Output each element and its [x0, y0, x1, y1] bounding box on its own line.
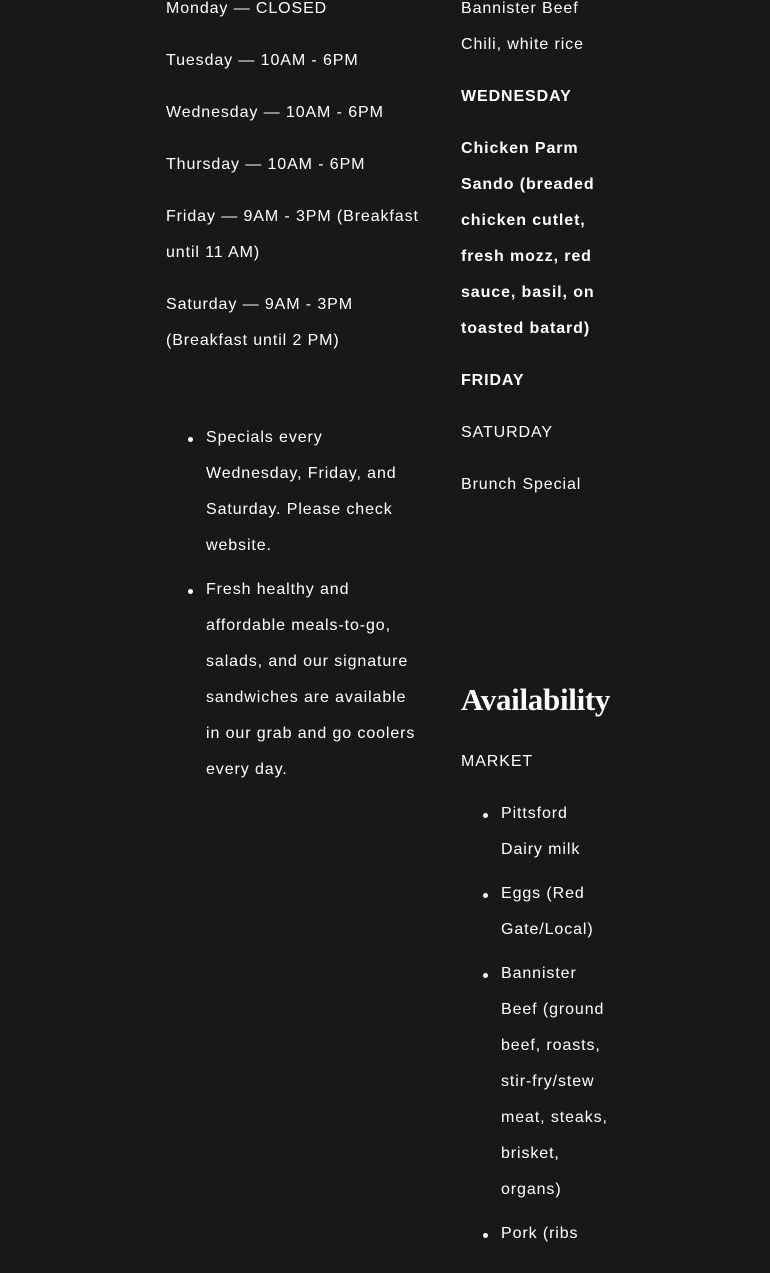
- market-items-list: [461, 796, 611, 1260]
- hours-saturday: Saturday — 9AM - 3PM (Breakfast until 2 PM): [166, 296, 353, 349]
- market-item-pork: Pork (ribs: [501, 1216, 611, 1252]
- tuesday-special-item: Bannister Beef Chili, white rice: [461, 0, 584, 53]
- market-item-eggs: Eggs (Red Gate/Local): [501, 876, 611, 948]
- hours-list: [166, 0, 424, 375]
- market-item-beef: Bannister Beef (ground beef, roasts, stir-fry/stew meat, steaks, brisket, organs): [501, 956, 611, 1208]
- wednesday-special-item: Chicken Parm Sando (breaded chicken cutlet, fresh mozz, red sauce, basil, on toasted batard): [461, 140, 595, 337]
- note-specials: Specials every Wednesday, Friday, and Saturday. Please check website.: [206, 420, 424, 564]
- weekly-specials: [461, 0, 611, 519]
- hours-tuesday: Tuesday — 10AM - 6PM: [166, 52, 359, 69]
- hours-wednesday: Wednesday — 10AM - 6PM: [166, 104, 384, 121]
- market-label: MARKET: [461, 753, 534, 770]
- note-grab-and-go: Fresh healthy and affordable meals-to-go, salads, and our signature sandwiches are available in our grab and go coolers every day.: [206, 572, 424, 788]
- hours-monday: Monday — CLOSED: [166, 0, 328, 17]
- hours-friday: Friday — 9AM - 3PM (Breakfast until 11 AM): [166, 208, 419, 261]
- hours-thursday: Thursday — 10AM - 6PM: [166, 156, 366, 173]
- market-item-milk: Pittsford Dairy milk: [501, 796, 611, 868]
- friday-label: FRIDAY: [461, 372, 525, 389]
- notes-list: [166, 420, 424, 796]
- wednesday-label: WEDNESDAY: [461, 88, 572, 105]
- saturday-special-item: Brunch Special: [461, 476, 582, 493]
- saturday-label: SATURDAY: [461, 424, 553, 441]
- availability-heading: Availability: [461, 682, 611, 717]
